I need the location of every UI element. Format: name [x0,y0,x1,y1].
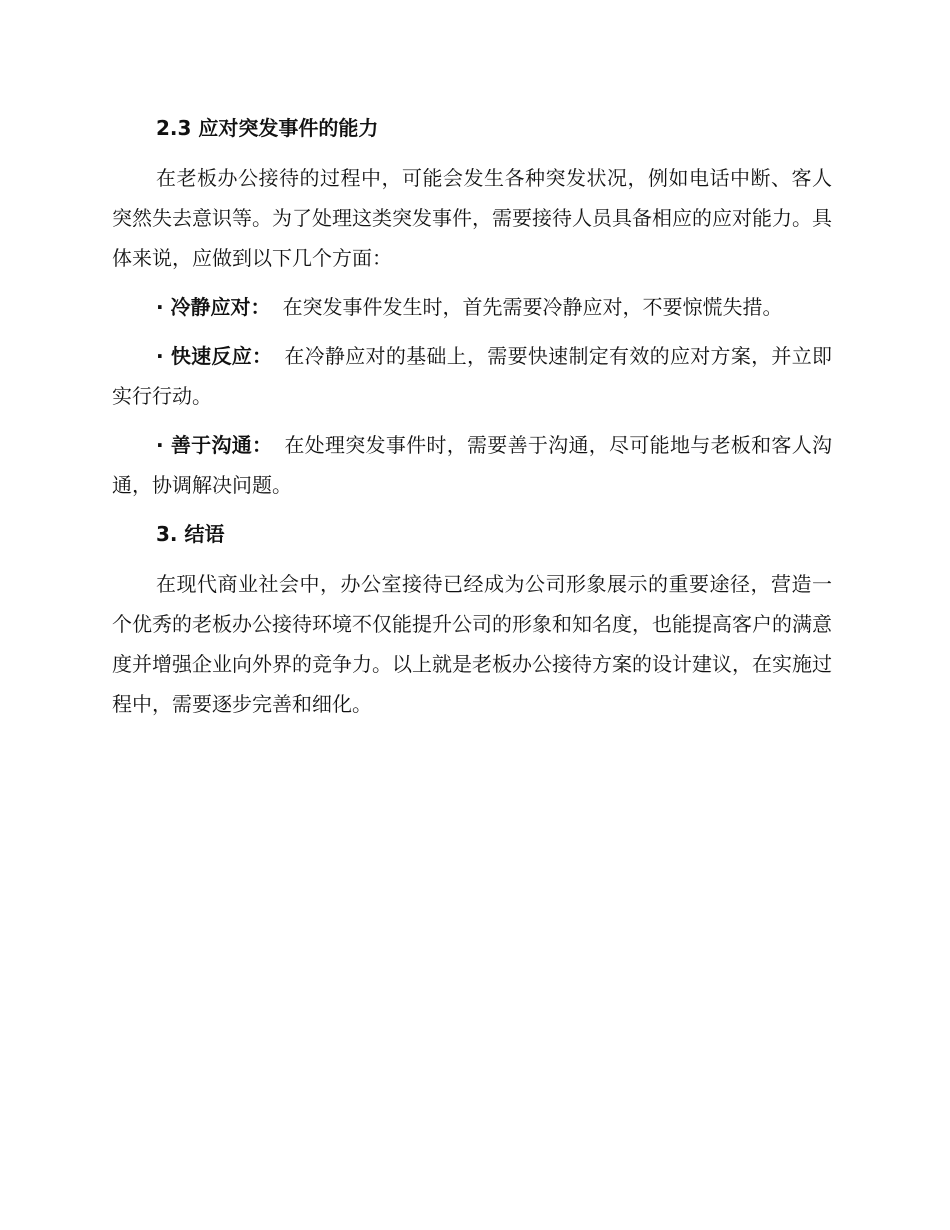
bullet-text: 在冷静应对的基础上，需要快速制定有效的应对方案，并立即实行行动。 [112,344,833,408]
section-heading-2-3: 2.3 应对突发事件的能力 [156,116,379,140]
bullet-label: · 冷静应对： [156,295,271,319]
bullet-good-communication [112,425,832,505]
section-2-3-intro: 在老板办公接待的过程中，可能会发生各种突发状况，例如电话中断、客人突然失去意识等。为了处理这类突发事件，需要接待人员具备相应的应对能力。具体来说，应做到以下几个方面： [112,166,832,270]
bullet-quick-reaction [112,336,832,416]
bullet-text: 在突发事件发生时，首先需要冷静应对，不要惊慌失措。 [282,295,783,319]
section-3-body: 在现代商业社会中，办公室接待已经成为公司形象展示的重要途径，营造一个优秀的老板办公接待环境不仅能提升公司的形象和知名度，也能提高客户的满意度并增强企业向外界的竞争力。以上就是老板办公接待方案的设计建议，在实施过程中，需要逐步完善和细化。 [112,572,832,716]
bullet-label: · 善于沟通： [156,433,273,457]
document-content [112,108,832,724]
section-heading-3: 3. 结语 [156,522,225,546]
bullet-label: · 快速反应： [156,344,273,368]
bullet-calm-response [112,287,832,327]
bullet-text: 在处理突发事件时，需要善于沟通，尽可能地与老板和客人沟通，协调解决问题。 [112,433,833,497]
